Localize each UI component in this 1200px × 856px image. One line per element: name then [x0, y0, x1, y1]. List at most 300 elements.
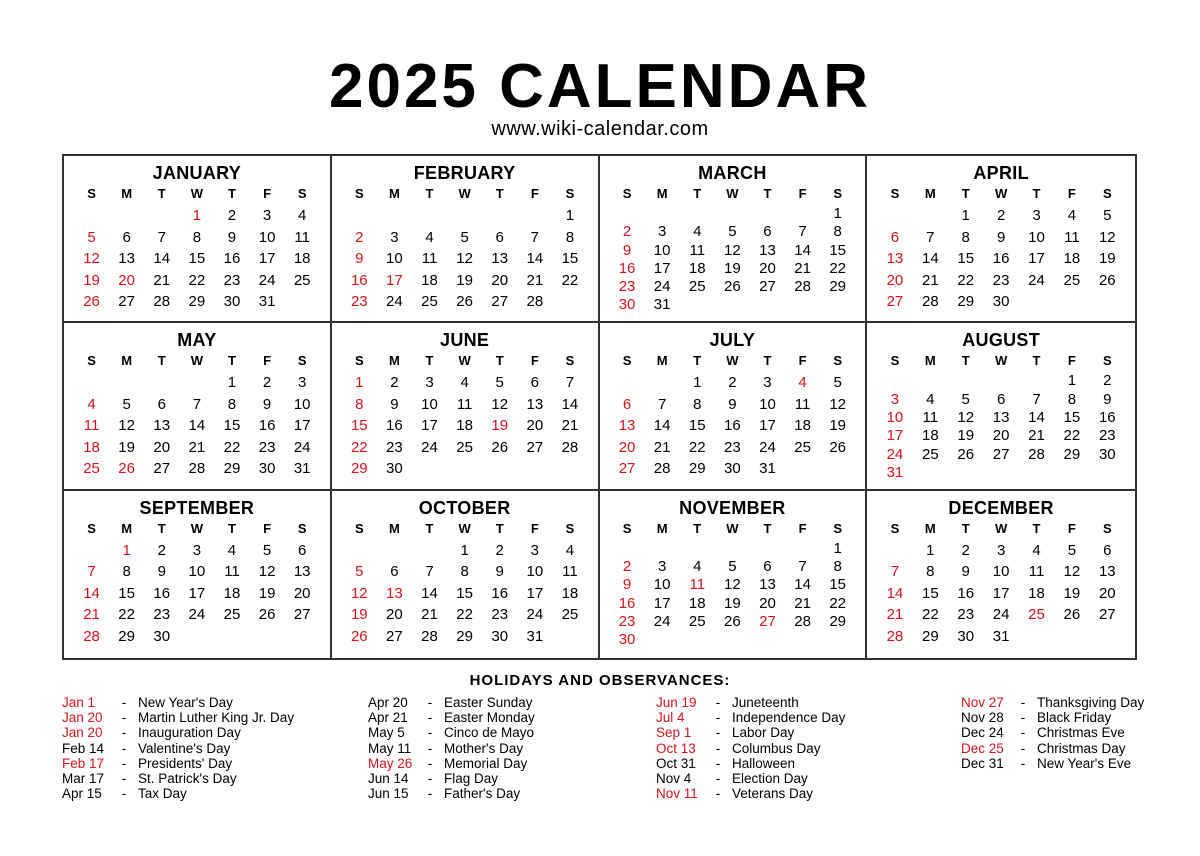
day-cell: 24 [421, 438, 438, 456]
empty-day-cell [74, 372, 109, 394]
holiday-date: Nov 4 [656, 771, 692, 787]
weekday-label: S [565, 186, 575, 201]
day-cell: 7 [926, 228, 935, 246]
weekday-header [74, 353, 320, 369]
holiday-row [656, 741, 956, 756]
day-cell: 30 [992, 293, 1010, 310]
day-cell: 6 [890, 228, 900, 246]
day-cell: 1 [833, 205, 842, 222]
holiday-row [368, 725, 668, 740]
day-cell: 24 [653, 278, 671, 296]
day-cell: 7 [1032, 390, 1041, 408]
holiday-date: Nov 28 [961, 710, 1004, 726]
weekday-header [342, 353, 588, 369]
empty-day-cell [680, 205, 715, 223]
day-cell: 7 [87, 563, 96, 581]
day-cell: 10 [653, 576, 671, 594]
day-cell: 23 [491, 606, 509, 624]
day-cell: 7 [657, 395, 667, 413]
weekday-label: M [924, 353, 936, 369]
day-cell: 5 [87, 228, 96, 246]
day-cell: 19 [491, 417, 509, 435]
day-cell: 14 [794, 576, 811, 594]
day-cell: 23 [724, 438, 741, 456]
day-cell: 8 [122, 563, 131, 581]
day-cell: 21 [886, 606, 904, 624]
holiday-name: Christmas Day [1037, 740, 1126, 756]
day-cell: 22 [957, 271, 975, 289]
day-cell: 7 [798, 557, 807, 575]
day-cell: 12 [724, 241, 741, 259]
day-cell: 3 [530, 541, 539, 559]
day-cell: 21 [921, 271, 939, 289]
day-cell: 18 [794, 417, 811, 435]
weekday-label: S [297, 353, 307, 369]
empty-day-cell [645, 372, 680, 394]
day-cell: 20 [153, 438, 171, 456]
day-cell: 19 [957, 427, 975, 445]
empty-day-cell [983, 372, 1018, 390]
weekday-label: S [890, 186, 900, 201]
day-cell: 21 [561, 417, 579, 435]
month-february [332, 156, 600, 323]
weekday-label: S [87, 520, 96, 536]
holiday-date: Oct 13 [656, 740, 696, 756]
holiday-column [62, 695, 362, 801]
day-cell: 12 [456, 250, 473, 267]
day-cell: 13 [118, 250, 135, 267]
day-cell: 1 [693, 374, 702, 392]
day-cell: 17 [526, 584, 544, 602]
empty-day-cell [750, 205, 785, 223]
day-cell: 23 [618, 612, 636, 630]
weekday-label: S [565, 353, 575, 369]
holidays-title: HOLIDAYS AND OBSERVANCES: [469, 672, 731, 689]
empty-day-cell [109, 372, 144, 394]
day-grid [74, 372, 320, 480]
day-cell: 24 [886, 445, 904, 463]
weekday-label: M [121, 186, 133, 201]
empty-day-cell [948, 372, 983, 390]
day-cell: 4 [425, 228, 434, 246]
weekday-label: W [190, 186, 203, 201]
day-cell: 24 [258, 271, 276, 289]
day-cell: 29 [223, 460, 241, 478]
weekday-label: T [157, 353, 166, 369]
day-cell: 22 [829, 594, 847, 612]
weekday-header [877, 186, 1125, 202]
holiday-name: New Year's Eve [1037, 755, 1132, 771]
day-cell: 24 [293, 438, 311, 456]
day-cell: 8 [227, 395, 237, 413]
day-cell: 23 [957, 606, 975, 624]
day-cell: 24 [759, 438, 776, 456]
weekday-label: M [121, 520, 133, 536]
day-cell: 18 [456, 417, 473, 435]
holiday-date: May 5 [368, 725, 405, 741]
day-cell: 28 [794, 612, 811, 630]
weekday-label: S [565, 520, 575, 536]
weekday-label: M [656, 186, 668, 201]
day-cell: 12 [724, 576, 741, 594]
day-cell: 7 [530, 228, 539, 246]
weekday-label: W [190, 353, 203, 369]
day-cell: 26 [118, 460, 135, 478]
holiday-row [961, 695, 1200, 710]
day-cell: 19 [118, 438, 135, 456]
day-cell: 17 [759, 417, 776, 435]
day-cell: 15 [688, 417, 706, 435]
separator-dash: - [121, 710, 127, 726]
day-cell: 15 [561, 250, 579, 267]
day-cell: 7 [890, 563, 900, 581]
day-cell: 12 [491, 395, 509, 413]
day-grid [877, 205, 1125, 313]
day-cell: 8 [926, 563, 935, 581]
day-cell: 24 [992, 606, 1010, 624]
weekday-label: T [157, 186, 166, 201]
separator-dash: - [715, 740, 721, 756]
weekday-label: T [228, 353, 236, 369]
separator-dash: - [427, 710, 433, 726]
weekday-header [74, 186, 320, 202]
day-cell: 4 [693, 223, 702, 241]
weekday-label: S [890, 353, 900, 369]
holiday-row [62, 695, 362, 710]
day-cell: 1 [833, 539, 842, 557]
empty-day-cell [877, 540, 912, 562]
separator-dash: - [1020, 740, 1026, 756]
day-cell: 11 [562, 563, 578, 581]
day-cell: 21 [794, 594, 811, 612]
day-cell: 25 [794, 438, 811, 456]
holiday-name: Black Friday [1037, 710, 1112, 726]
month-name: SEPTEMBER [139, 497, 255, 518]
day-cell: 24 [526, 606, 544, 624]
empty-day-cell [482, 205, 517, 227]
day-cell: 16 [957, 584, 975, 602]
day-cell: 15 [118, 584, 135, 602]
holiday-row [656, 710, 956, 725]
day-cell: 20 [759, 259, 776, 277]
day-cell: 20 [992, 427, 1010, 445]
day-cell: 8 [1067, 390, 1077, 408]
separator-dash: - [427, 771, 433, 787]
separator-dash: - [715, 755, 721, 771]
day-cell: 29 [957, 293, 975, 310]
weekday-header [877, 521, 1125, 537]
day-cell: 16 [491, 584, 509, 602]
day-cell: 21 [526, 271, 544, 289]
weekday-label: T [961, 520, 970, 536]
day-cell: 3 [390, 228, 399, 246]
day-cell: 2 [355, 228, 364, 246]
weekday-label: M [121, 353, 133, 369]
day-cell: 21 [188, 438, 206, 456]
day-cell: 16 [350, 271, 368, 289]
weekday-label: S [1102, 353, 1112, 369]
day-cell: 20 [886, 271, 904, 289]
holiday-row [656, 695, 956, 710]
day-cell: 17 [188, 584, 206, 602]
separator-dash: - [427, 740, 433, 756]
day-cell: 18 [83, 438, 100, 456]
holiday-name: St. Patrick's Day [138, 771, 237, 787]
day-cell: 10 [258, 228, 276, 246]
day-cell: 27 [526, 438, 544, 456]
separator-dash: - [427, 786, 433, 802]
holiday-date: Apr 15 [62, 786, 102, 802]
day-cell: 3 [1032, 207, 1041, 224]
holiday-name: Thanksgiving Day [1037, 695, 1145, 710]
weekday-label: T [1032, 520, 1041, 536]
month-name: FEBRUARY [413, 163, 516, 183]
day-cell: 16 [258, 417, 276, 435]
month-name: JULY [709, 330, 756, 351]
day-cell: 18 [561, 584, 579, 602]
holiday-date: Nov 27 [961, 695, 1004, 710]
day-cell: 30 [153, 627, 171, 645]
day-cell: 20 [118, 271, 135, 289]
day-cell: 2 [961, 541, 970, 559]
holiday-name: Easter Sunday [444, 695, 533, 710]
day-cell: 16 [724, 417, 741, 435]
holiday-row [656, 756, 956, 771]
holiday-date: Dec 31 [961, 755, 1004, 771]
day-grid [74, 540, 320, 648]
holiday-row [656, 771, 956, 786]
separator-dash: - [427, 755, 433, 771]
month-name: JANUARY [152, 163, 242, 183]
holiday-row [368, 786, 668, 801]
day-cell: 7 [157, 228, 166, 246]
day-cell: 12 [83, 250, 100, 267]
day-cell: 14 [526, 250, 544, 267]
day-cell: 31 [526, 627, 544, 645]
day-cell: 12 [350, 584, 368, 602]
day-cell: 29 [829, 612, 847, 630]
day-cell: 20 [618, 438, 636, 456]
day-cell: 12 [957, 408, 975, 426]
day-cell: 16 [618, 594, 636, 612]
day-cell: 26 [258, 606, 276, 624]
day-cell: 5 [728, 557, 737, 575]
day-cell: 16 [223, 250, 241, 267]
weekday-label: S [87, 186, 96, 201]
day-cell: 18 [688, 594, 706, 612]
empty-day-cell [144, 372, 179, 394]
day-cell: 20 [759, 594, 776, 612]
day-cell: 5 [495, 374, 504, 392]
weekday-header [610, 186, 856, 202]
day-cell: 26 [456, 293, 473, 310]
month-march [600, 156, 868, 323]
separator-dash: - [427, 725, 433, 741]
day-cell: 14 [188, 417, 206, 435]
day-cell: 13 [491, 250, 509, 267]
separator-dash: - [121, 725, 127, 741]
day-cell: 1 [961, 207, 970, 224]
day-cell: 1 [227, 374, 237, 392]
day-cell: 3 [763, 374, 772, 392]
holiday-row [62, 710, 362, 725]
day-cell: 7 [798, 223, 807, 241]
weekday-label: W [190, 520, 203, 536]
day-cell: 19 [724, 594, 741, 612]
day-cell: 3 [996, 541, 1006, 559]
day-cell: 17 [653, 259, 671, 277]
day-cell: 25 [421, 293, 438, 310]
day-cell: 18 [223, 584, 241, 602]
day-cell: 26 [83, 293, 100, 310]
day-cell: 4 [693, 557, 702, 575]
weekday-label: W [458, 520, 471, 536]
separator-dash: - [715, 695, 721, 710]
day-grid [610, 205, 856, 315]
holiday-name: Inauguration Day [138, 725, 241, 741]
separator-dash: - [121, 771, 127, 787]
day-cell: 27 [759, 612, 776, 630]
holiday-name: Easter Monday [444, 710, 535, 726]
day-cell: 6 [996, 390, 1006, 408]
month-september [64, 491, 332, 658]
day-cell: 1 [192, 207, 202, 224]
holiday-date: Jun 14 [368, 771, 409, 787]
day-cell: 30 [618, 631, 636, 649]
day-cell: 22 [223, 438, 241, 456]
day-cell: 6 [390, 563, 399, 581]
holiday-date: Jan 20 [62, 725, 103, 741]
day-cell: 18 [421, 271, 438, 289]
separator-dash: - [1020, 710, 1026, 726]
weekday-label: S [890, 520, 900, 536]
weekday-label: M [924, 186, 936, 201]
day-cell: 11 [224, 563, 240, 581]
day-cell: 1 [122, 541, 131, 559]
day-cell: 27 [1098, 606, 1116, 624]
holiday-row [961, 756, 1200, 771]
day-cell: 14 [561, 395, 579, 413]
weekday-label: S [297, 520, 307, 536]
day-cell: 16 [618, 259, 636, 277]
day-cell: 30 [491, 627, 509, 645]
separator-dash: - [1020, 725, 1026, 741]
day-cell: 3 [890, 390, 900, 408]
day-cell: 6 [122, 228, 131, 246]
empty-day-cell [342, 540, 377, 562]
day-cell: 24 [386, 293, 403, 310]
day-cell: 28 [653, 460, 671, 478]
holiday-date: May 26 [368, 755, 413, 771]
weekday-label: T [425, 353, 434, 369]
weekday-label: S [622, 186, 632, 201]
day-cell: 31 [293, 460, 311, 478]
weekday-label: M [656, 353, 668, 369]
day-cell: 4 [1067, 207, 1077, 224]
day-cell: 11 [922, 408, 939, 426]
day-cell: 15 [921, 584, 939, 602]
day-grid [342, 205, 588, 313]
day-cell: 30 [1098, 445, 1116, 463]
day-cell: 15 [188, 250, 206, 267]
holiday-name: Christmas Eve [1037, 725, 1125, 741]
day-cell: 15 [350, 417, 368, 435]
day-cell: 27 [118, 293, 135, 310]
day-cell: 21 [794, 259, 811, 277]
weekday-label: M [924, 520, 936, 536]
day-cell: 8 [192, 228, 202, 246]
empty-day-cell [645, 540, 680, 558]
day-cell: 5 [122, 395, 131, 413]
weekday-label: S [833, 186, 843, 201]
day-cell: 15 [1063, 408, 1081, 426]
day-cell: 23 [223, 271, 241, 289]
day-cell: 25 [688, 612, 706, 630]
day-cell: 5 [1067, 541, 1077, 559]
day-cell: 14 [921, 250, 939, 267]
weekday-label: M [388, 520, 400, 536]
empty-day-cell [447, 205, 482, 227]
day-cell: 10 [386, 250, 403, 267]
day-cell: 13 [886, 250, 904, 267]
day-cell: 31 [653, 296, 671, 314]
month-july [600, 323, 868, 490]
weekday-label: F [1067, 353, 1076, 369]
day-cell: 22 [688, 438, 706, 456]
day-cell: 14 [1028, 408, 1045, 426]
day-cell: 9 [622, 241, 632, 259]
empty-day-cell [750, 540, 785, 558]
holiday-date: Mar 17 [62, 771, 105, 787]
day-cell: 11 [1064, 228, 1080, 246]
day-cell: 1 [1067, 372, 1077, 390]
weekday-label: M [388, 353, 400, 369]
holiday-name: Valentine's Day [138, 740, 231, 756]
day-cell: 19 [350, 606, 368, 624]
day-cell: 19 [1098, 250, 1116, 267]
day-cell: 13 [386, 584, 403, 602]
day-cell: 9 [390, 395, 399, 413]
empty-day-cell [144, 205, 179, 227]
day-cell: 15 [456, 584, 473, 602]
day-cell: 3 [298, 374, 307, 392]
day-cell: 5 [355, 563, 364, 581]
weekday-label: T [425, 186, 434, 201]
holiday-name: New Year's Day [138, 695, 233, 710]
day-cell: 5 [262, 541, 272, 559]
page-title: 2025 CALENDAR [328, 52, 872, 121]
weekday-label: T [1032, 186, 1041, 201]
weekday-label: T [1032, 353, 1041, 369]
empty-day-cell [342, 205, 377, 227]
day-cell: 2 [1103, 372, 1112, 390]
day-cell: 27 [293, 606, 311, 624]
holiday-name: Tax Day [138, 786, 187, 802]
empty-day-cell [715, 540, 750, 558]
day-cell: 23 [386, 438, 403, 456]
day-cell: 13 [153, 417, 171, 435]
holiday-date: Dec 25 [961, 740, 1004, 756]
day-cell: 13 [759, 576, 776, 594]
holiday-name: Election Day [732, 771, 808, 787]
day-grid [877, 372, 1125, 482]
weekday-label: S [1102, 186, 1112, 201]
day-cell: 18 [1028, 584, 1045, 602]
day-cell: 8 [833, 223, 842, 241]
day-cell: 22 [118, 606, 135, 624]
month-name: MARCH [698, 163, 767, 183]
day-cell: 29 [688, 460, 706, 478]
